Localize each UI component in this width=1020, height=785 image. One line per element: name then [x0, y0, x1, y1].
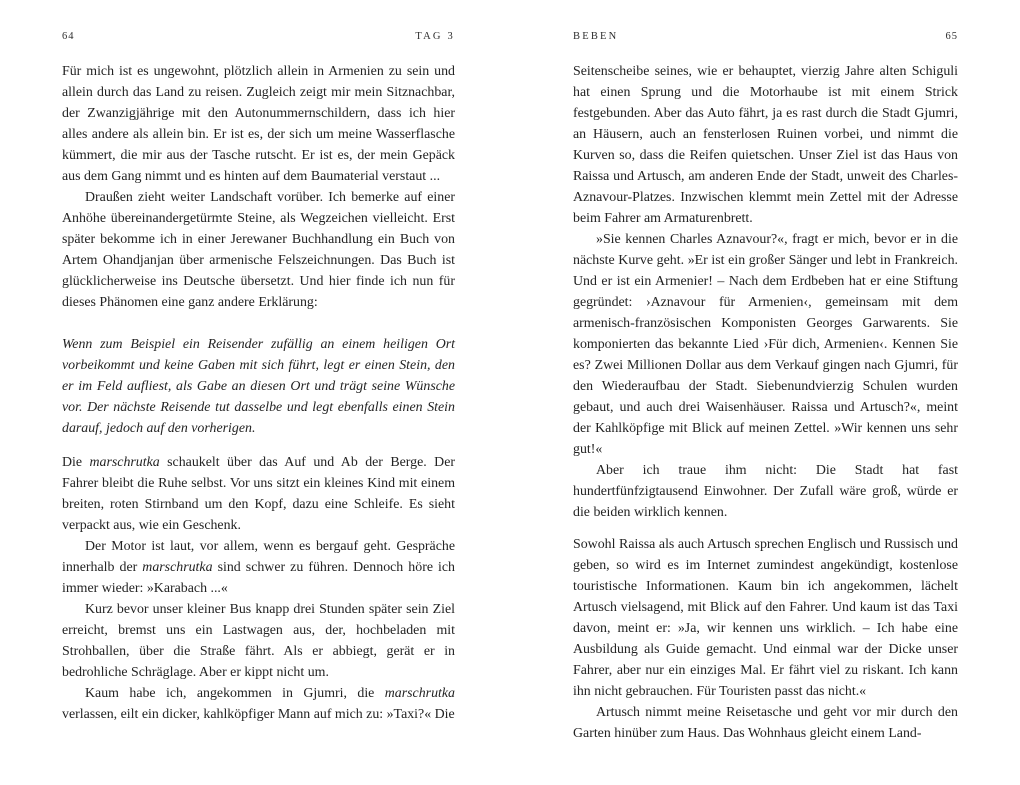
left-page-header	[62, 31, 455, 42]
body-paragraph	[573, 229, 958, 460]
text-run: schaukelt über das Auf und Ab der Berge. Der Fahrer bleibt die Ruhe selbst. Vor uns sitzt ein kleines Kind mit einem breiten, roten Stirnband um den Kopf, dazu eine Schleife. Es sieht verpackt aus, wie ein Geschenk.	[62, 455, 455, 533]
left-page	[62, 0, 455, 785]
text-run: Artusch nimmt meine Reisetasche und geht vor mir durch den Garten hinüber zum Haus. Das Wohnhaus gleicht einem Land-	[573, 705, 958, 741]
text-run: Sowohl Raissa als auch Artusch sprechen Englisch und Russisch und geben, so wird es im Internet zumindest angekündigt, kostenlose touristische Informationen. Kaum bin ich angekommen, lächelt Artusch vielsagend, mit Blick auf den Fahrer. Und kaum ist das Taxi davon, meint er: »Ja, wir kennen uns wirklich. – Ich habe eine Ausbildung als Guide gemacht. Und einmal war der Dicke unser Fahrer, aber nur ein einziges Mal. Er fährt viel zu riskant. Ich kann ihn nicht gebrauchen. Für Touristen passt das nicht.«	[573, 537, 958, 699]
body-paragraph	[62, 599, 455, 683]
text-run: Draußen zieht weiter Landschaft vorüber. Ich bemerke auf einer Anhöhe übereinandergetürmte Steine, als Wegzeichen vielleicht. Erst später bekomme ich in einer Jerewaner Buchhandlung ein Buch von Artem Ohandjanjan über armenische Felszeichnungen. Das Buch ist glücklicherweise ins Deutsche übersetzt. Und hier finde ich nun für dieses Phänomen eine ganz andere Erklärung:	[62, 190, 455, 310]
text-run: Kaum habe ich, angekommen in Gjumri, die	[85, 686, 385, 701]
page-number-right: 65	[945, 31, 958, 42]
text-run: »Sie kennen Charles Aznavour?«, fragt er mich, bevor er in die nächste Kurve geht. »Er ist ein großer Sänger und lebt in Frankreich. Und er ist ein Armenier! – Nach dem Erdbeben hat er eine Stiftung gegründet: ›Aznavour für Armenien‹, gemeinsam mit dem armenisch-französischen Komponisten Georges Garwarents. Sie komponierten das bekannte Lied ›Für dich, Armenien‹. Kennen Sie es? Zwei Millionen Dollar aus dem Verkauf gingen nach Gjumri, für den Wiederaufbau der Stadt. Siebenundvierzig Schulen wurden gebaut, und auch drei Waisenhäuser. Raissa und Artusch?«, meint der Kahlköpfige mit Blick auf meinen Zettel. »Wir kennen uns sehr gut!«	[573, 232, 958, 457]
text-run: Der Motor ist laut, vor allem, wenn es bergauf geht. Gespräche innerhalb der	[62, 539, 455, 575]
body-paragraph	[62, 187, 455, 313]
italic-term: marschrutka	[142, 560, 213, 575]
running-head-right: BEBEN	[573, 31, 619, 42]
block-quote	[62, 334, 455, 439]
body-paragraph	[62, 61, 455, 187]
body-paragraph	[573, 61, 958, 229]
right-page	[573, 0, 958, 785]
text-run: Wenn zum Beispiel ein Reisender zufällig an einem heiligen Ort vorbeikommt und keine Gaben mit sich führt, legt er einen Stein, den er im Feld aufliest, als Gabe an diesen Ort und trägt seine Wünsche vor. Der nächste Reisende tut dasselbe und legt ebenfalls einen Stein darauf, jedoch auf den vorherigen.	[62, 337, 455, 436]
text-run: verlassen, eilt ein dicker, kahlköpfiger Mann auf mich zu: »Taxi?« Die	[62, 707, 455, 722]
left-page-body	[62, 61, 455, 725]
body-paragraph	[573, 702, 958, 744]
body-paragraph	[573, 460, 958, 523]
italic-term: marschrutka	[89, 455, 160, 470]
body-paragraph	[62, 452, 455, 536]
italic-term: marschrutka	[384, 686, 455, 701]
text-run: Die	[62, 455, 90, 470]
right-page-header	[573, 31, 958, 42]
page-number-left: 64	[62, 31, 75, 42]
text-run: Kurz bevor unser kleiner Bus knapp drei Stunden später sein Ziel erreicht, bremst uns ein Lastwagen aus, der, hochbeladen mit Strohballen, über die Straße fährt. Als er abbiegt, gerät er in bedrohliche Schräglage. Aber er kippt nicht um.	[62, 602, 455, 680]
body-paragraph	[62, 536, 455, 599]
text-run: Für mich ist es ungewohnt, plötzlich allein in Armenien zu sein und allein durch das Land zu reisen. Zugleich zeigt mir mein Sitznachbar, der Zwanzigjährige mit den Autonummernschildern, dass ich hier alles andere als allein bin. Er ist es, der sich um meine Wasserflasche kümmert, die mir aus der Tasche rutscht. Er ist es, der mein Gepäck aus dem Gang nimmt und es hinten auf dem Baumaterial verstaut ...	[62, 64, 455, 184]
running-head-left: TAG 3	[415, 31, 455, 42]
body-paragraph	[62, 683, 455, 725]
text-run: sind schwer zu führen. Dennoch höre ich immer wieder: »Karabach ...«	[62, 560, 455, 596]
text-run: Aber ich traue ihm nicht: Die Stadt hat fast hundertfünfzigtausend Einwohner. Der Zufall wäre groß, würde er die beiden wirklich kennen.	[573, 463, 958, 520]
body-paragraph	[573, 534, 958, 702]
right-page-body	[573, 61, 958, 744]
text-run: Seitenscheibe seines, wie er behauptet, vierzig Jahre alten Schiguli hat einen Sprung und die Motorhaube ist mit einem Strick festgebunden. Aber das Auto fährt, ja es rast durch die Stadt Gjumri, an Häusern, auch an fensterlosen Ruinen vorbei, und nimmt die Kurven so, dass die Reifen quietschen. Unser Ziel ist das Haus von Raissa und Artusch, am anderen Ende der Stadt, unweit des Charles-Aznavour-Platzes. Inzwischen klemmt mein Zettel mit der Adresse beim Fahrer am Armaturenbrett.	[573, 64, 958, 226]
